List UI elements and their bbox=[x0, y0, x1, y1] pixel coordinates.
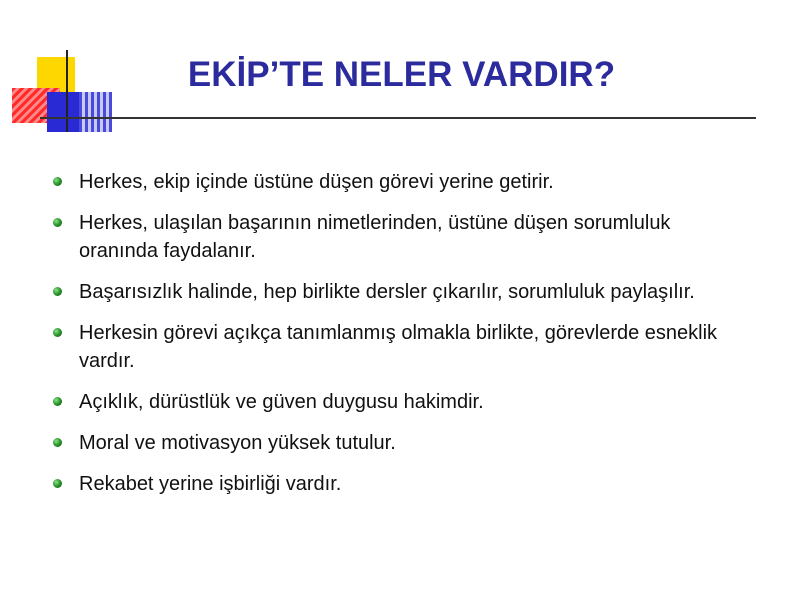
bullet-text: Başarısızlık halinde, hep birlikte dersler çıkarılır, sorumluluk paylaşılır. bbox=[79, 281, 695, 303]
bullet-item bbox=[50, 470, 730, 498]
bullet-item bbox=[50, 209, 730, 265]
blue-square bbox=[47, 92, 80, 132]
bullet-item bbox=[50, 388, 730, 416]
green-sphere-bullet-icon bbox=[53, 479, 62, 488]
slide-title-text: EKİP’TE NELER VARDIR? bbox=[187, 55, 616, 94]
green-sphere-bullet-icon bbox=[53, 328, 62, 337]
bullet-text: Herkes, ulaşılan başarının nimetlerinden, üstüne düşen sorumluluk oranında faydalanır. bbox=[79, 212, 671, 262]
bullet-item bbox=[50, 319, 730, 375]
slide-title bbox=[0, 55, 800, 95]
blue-striped-square bbox=[79, 92, 112, 132]
bullet-text: Moral ve motivasyon yüksek tutulur. bbox=[79, 432, 396, 454]
bullet-text: Rekabet yerine işbirliği vardır. bbox=[79, 473, 342, 495]
bullet-item bbox=[50, 278, 730, 306]
green-sphere-bullet-icon bbox=[53, 287, 62, 296]
green-sphere-bullet-icon bbox=[53, 218, 62, 227]
bullet-text: Herkes, ekip içinde üstüne düşen görevi yerine getirir. bbox=[79, 171, 554, 193]
green-sphere-bullet-icon bbox=[53, 397, 62, 406]
bullet-item bbox=[50, 168, 730, 196]
bullet-list bbox=[50, 168, 730, 511]
green-sphere-bullet-icon bbox=[53, 438, 62, 447]
green-sphere-bullet-icon bbox=[53, 177, 62, 186]
bullet-text: Açıklık, dürüstlük ve güven duygusu hakimdir. bbox=[79, 391, 484, 413]
bullet-item bbox=[50, 429, 730, 457]
title-underline bbox=[40, 117, 756, 119]
bullet-text: Herkesin görevi açıkça tanımlanmış olmakla birlikte, görevlerde esneklik vardır. bbox=[79, 322, 718, 372]
